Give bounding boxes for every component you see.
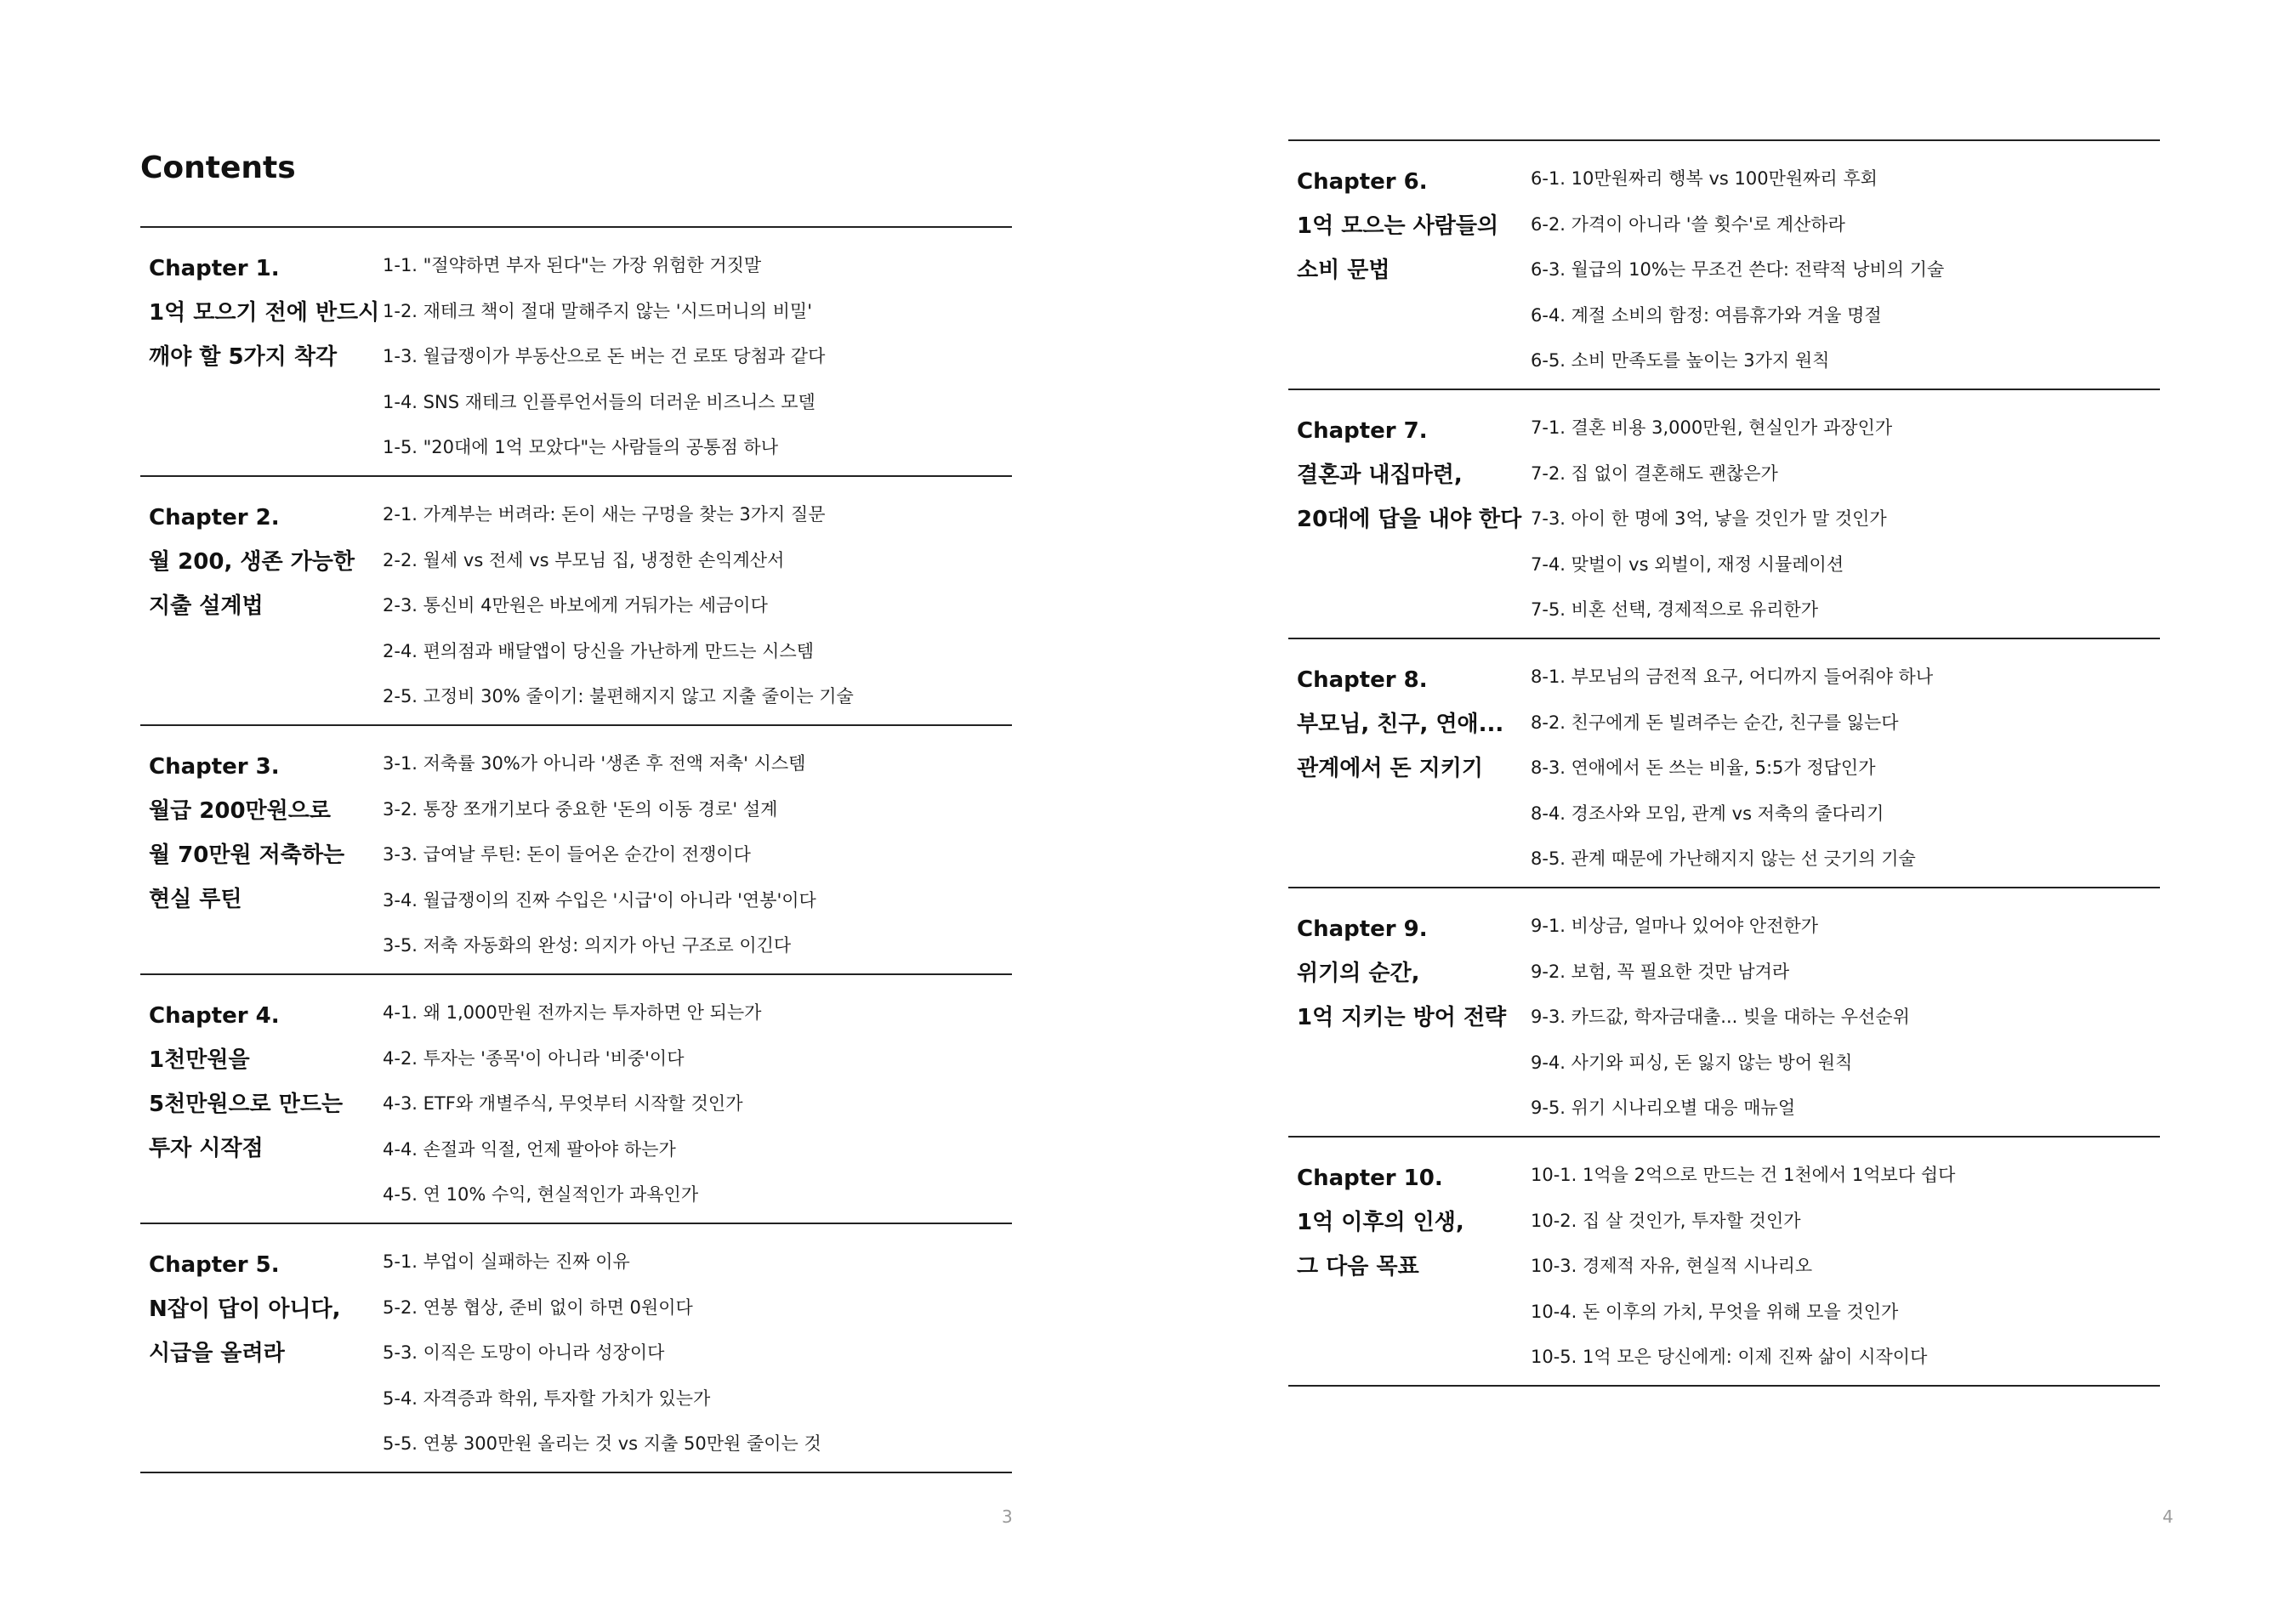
section-item: 1-2. 재테크 책이 절대 말해주지 않는 '시드머니의 비밀' xyxy=(383,300,812,321)
section-item: 5-1. 부업이 실패하는 진짜 이유 xyxy=(383,1251,630,1272)
section-item: 4-5. 연 10% 수익, 현실적인가 과욕인가 xyxy=(383,1184,699,1205)
chapter-title-line: 투자 시작점 xyxy=(149,1136,264,1161)
section-item: 6-5. 소비 만족도를 높이는 3가지 원칙 xyxy=(1531,350,1830,371)
chapter-heading xyxy=(140,477,383,724)
section-list xyxy=(383,228,1012,475)
section-item: 1-4. SNS 재테크 인플루언서들의 더러운 비즈니스 모델 xyxy=(383,391,816,412)
chapter-title-line: 부모님, 친구, 연애... xyxy=(1297,712,1504,737)
chapter-block xyxy=(1288,390,2160,639)
chapter-heading xyxy=(140,1224,383,1472)
toc-left xyxy=(140,226,1012,1473)
chapter-title-line: 그 다음 목표 xyxy=(1297,1254,1419,1279)
section-item: 9-4. 사기와 피싱, 돈 잃지 않는 방어 원칙 xyxy=(1531,1052,1853,1073)
section-item: 7-5. 비혼 선택, 경제적으로 유리한가 xyxy=(1531,599,1819,620)
section-item: 3-2. 통장 쪼개기보다 중요한 '돈의 이동 경로' 설계 xyxy=(383,798,778,820)
section-item: 2-5. 고정비 30% 줄이기: 불편해지지 않고 지출 줄이는 기술 xyxy=(383,686,854,706)
section-item: 10-1. 1억을 2억으로 만드는 건 1천에서 1억보다 쉽다 xyxy=(1531,1165,1956,1185)
chapter-heading xyxy=(140,726,383,973)
chapter-title-line: 1억 이후의 인생, xyxy=(1297,1210,1464,1235)
chapter-title-line: 1억 모으기 전에 반드시 xyxy=(149,300,380,326)
section-item: 5-5. 연봉 300만원 올리는 것 vs 지출 50만원 줄이는 것 xyxy=(383,1433,821,1454)
section-item: 5-3. 이직은 도망이 아니라 성장이다 xyxy=(383,1342,665,1363)
section-item: 2-2. 월세 vs 전세 vs 부모님 집, 냉정한 손익계산서 xyxy=(383,549,785,570)
chapter-number: Chapter 2. xyxy=(149,505,280,530)
chapter-title-line: 1억 모으는 사람들의 xyxy=(1297,213,1499,239)
chapter-block xyxy=(1288,888,2160,1138)
section-item: 2-3. 통신비 4만원은 바보에게 거둬가는 세금이다 xyxy=(383,595,768,616)
section-list xyxy=(1531,141,2160,389)
chapter-block xyxy=(1288,141,2160,390)
section-item: 10-2. 집 살 것인가, 투자할 것인가 xyxy=(1531,1210,1801,1231)
toc-right xyxy=(1288,139,2160,1387)
section-item: 9-5. 위기 시나리오별 대응 매뉴얼 xyxy=(1531,1098,1796,1118)
section-item: 5-2. 연봉 협상, 준비 없이 하면 0원이다 xyxy=(383,1296,693,1318)
section-item: 9-3. 카드값, 학자금대출... 빚을 대하는 우선순위 xyxy=(1531,1007,1910,1027)
chapter-block xyxy=(140,726,1012,975)
section-item: 3-3. 급여날 루틴: 돈이 들어온 순간이 전쟁이다 xyxy=(383,844,751,865)
chapter-block xyxy=(1288,639,2160,888)
chapter-number: Chapter 5. xyxy=(149,1252,280,1278)
section-item: 1-1. "절약하면 부자 된다"는 가장 위험한 거짓말 xyxy=(383,255,762,275)
chapter-heading xyxy=(1288,390,1531,638)
chapter-number: Chapter 3. xyxy=(149,754,280,780)
section-item: 8-3. 연애에서 돈 쓰는 비율, 5:5가 정답인가 xyxy=(1531,757,1876,778)
chapter-heading xyxy=(140,975,383,1223)
chapter-number: Chapter 6. xyxy=(1297,169,1428,195)
page-number: 4 xyxy=(2162,1506,2174,1527)
chapter-title-line: 1천만원을 xyxy=(149,1047,250,1073)
chapter-title-line: 월급 200만원으로 xyxy=(149,798,332,824)
section-list xyxy=(383,975,1012,1223)
chapter-number: Chapter 9. xyxy=(1297,916,1428,942)
section-item: 2-4. 편의점과 배달앱이 당신을 가난하게 만드는 시스템 xyxy=(383,640,815,661)
section-item: 3-4. 월급쟁이의 진짜 수입은 '시급'이 아니라 '연봉'이다 xyxy=(383,889,816,911)
chapter-number: Chapter 10. xyxy=(1297,1166,1443,1191)
section-item: 9-2. 보험, 꼭 필요한 것만 남겨라 xyxy=(1531,961,1790,982)
chapter-title-line: 현실 루틴 xyxy=(149,887,242,912)
chapter-number: Chapter 1. xyxy=(149,256,280,281)
chapter-title-line: 결혼과 내집마련, xyxy=(1297,462,1463,488)
section-item: 10-5. 1억 모은 당신에게: 이제 진짜 삶이 시작이다 xyxy=(1531,1347,1928,1367)
section-list xyxy=(1531,639,2160,887)
chapter-title-line: 위기의 순간, xyxy=(1297,961,1420,986)
section-item: 2-1. 가계부는 버려라: 돈이 새는 구멍을 찾는 3가지 질문 xyxy=(383,504,826,525)
section-list xyxy=(383,477,1012,724)
section-item: 9-1. 비상금, 얼마나 있어야 안전한가 xyxy=(1531,916,1819,936)
section-item: 5-4. 자격증과 학위, 투자할 가치가 있는가 xyxy=(383,1387,711,1409)
section-list xyxy=(1531,1138,2160,1385)
chapter-title-line: 20대에 답을 내야 한다 xyxy=(1297,507,1522,532)
chapter-number: Chapter 7. xyxy=(1297,418,1428,444)
section-item: 1-3. 월급쟁이가 부동산으로 돈 버는 건 로또 당첨과 같다 xyxy=(383,346,826,366)
section-item: 6-3. 월급의 10%는 무조건 쓴다: 전략적 낭비의 기술 xyxy=(1531,259,1945,280)
section-item: 1-5. "20대에 1억 모았다"는 사람들의 공통점 하나 xyxy=(383,437,779,457)
section-item: 3-1. 저축률 30%가 아니라 '생존 후 전액 저축' 시스템 xyxy=(383,753,806,774)
chapter-number: Chapter 8. xyxy=(1297,667,1428,693)
chapter-title-line: 월 70만원 저축하는 xyxy=(149,843,345,868)
page-number: 3 xyxy=(1002,1506,1013,1527)
section-list xyxy=(383,1224,1012,1472)
chapter-title-line: N잡이 답이 아니다, xyxy=(149,1296,341,1322)
chapter-title-line: 5천만원으로 만드는 xyxy=(149,1092,344,1117)
section-item: 4-1. 왜 1,000만원 전까지는 투자하면 안 되는가 xyxy=(383,1002,762,1023)
chapter-heading xyxy=(140,228,383,475)
section-item: 10-4. 돈 이후의 가치, 무엇을 위해 모을 것인가 xyxy=(1531,1301,1899,1322)
section-item: 3-5. 저축 자동화의 완성: 의지가 아닌 구조로 이긴다 xyxy=(383,935,792,956)
section-item: 4-4. 손절과 익절, 언제 팔아야 하는가 xyxy=(383,1138,676,1160)
section-item: 8-5. 관계 때문에 가난해지지 않는 선 긋기의 기술 xyxy=(1531,848,1916,869)
chapter-heading xyxy=(1288,1138,1531,1385)
chapter-title-line: 시급을 올려라 xyxy=(149,1341,285,1366)
chapter-block xyxy=(140,477,1012,726)
section-item: 7-4. 맞벌이 vs 외벌이, 재정 시뮬레이션 xyxy=(1531,553,1844,575)
section-item: 4-2. 투자는 '종목'이 아니라 '비중'이다 xyxy=(383,1047,685,1069)
section-item: 4-3. ETF와 개별주식, 무엇부터 시작할 것인가 xyxy=(383,1093,743,1114)
section-item: 8-1. 부모님의 금전적 요구, 어디까지 들어줘야 하나 xyxy=(1531,667,1934,687)
section-item: 8-4. 경조사와 모임, 관계 vs 저축의 줄다리기 xyxy=(1531,803,1884,824)
chapter-title-line: 1억 지키는 방어 전략 xyxy=(1297,1005,1507,1030)
chapter-block xyxy=(140,975,1012,1224)
chapter-block xyxy=(140,1224,1012,1473)
chapter-heading xyxy=(1288,639,1531,887)
right-page xyxy=(1148,0,2296,1617)
chapter-number: Chapter 4. xyxy=(149,1003,280,1029)
section-list xyxy=(1531,888,2160,1136)
section-list xyxy=(383,726,1012,973)
chapter-title-line: 지출 설계법 xyxy=(149,593,264,619)
chapter-block xyxy=(140,228,1012,477)
chapter-block xyxy=(1288,1138,2160,1387)
chapter-heading xyxy=(1288,888,1531,1136)
section-item: 7-2. 집 없이 결혼해도 괜찮은가 xyxy=(1531,462,1778,484)
section-item: 10-3. 경제적 자유, 현실적 시나리오 xyxy=(1531,1256,1813,1276)
section-item: 6-2. 가격이 아니라 '쓸 횟수'로 계산하라 xyxy=(1531,213,1845,235)
section-item: 6-1. 10만원짜리 행복 vs 100만원짜리 후회 xyxy=(1531,168,1878,189)
section-item: 6-4. 계절 소비의 함정: 여름휴가와 겨울 명절 xyxy=(1531,304,1882,326)
contents-title: Contents xyxy=(140,150,296,185)
section-item: 7-3. 아이 한 명에 3억, 낳을 것인가 말 것인가 xyxy=(1531,508,1887,529)
chapter-title-line: 소비 문법 xyxy=(1297,258,1390,283)
section-item: 8-2. 친구에게 돈 빌려주는 순간, 친구를 잃는다 xyxy=(1531,712,1899,733)
section-list xyxy=(1531,390,2160,638)
chapter-title-line: 깨야 할 5가지 착각 xyxy=(149,344,338,370)
chapter-title-line: 월 200, 생존 가능한 xyxy=(149,549,355,575)
chapter-heading xyxy=(1288,141,1531,389)
section-item: 7-1. 결혼 비용 3,000만원, 현실인가 과장인가 xyxy=(1531,417,1893,438)
chapter-title-line: 관계에서 돈 지키기 xyxy=(1297,756,1484,781)
